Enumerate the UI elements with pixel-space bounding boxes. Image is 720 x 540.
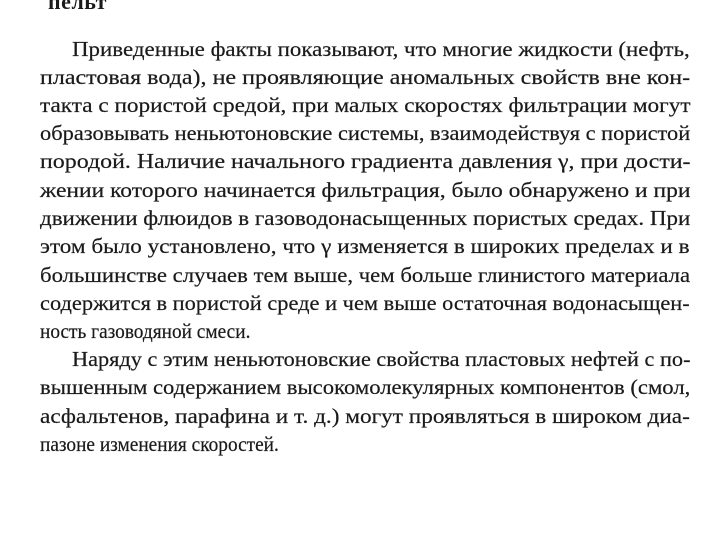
text-line: Наряду с этим неньютоновские свойства пластовых нефтей с по- xyxy=(72,347,691,371)
text-line: Приведенные факты показывают, что многие жидкости (нефть, xyxy=(72,37,690,61)
text-line: вышенным содержанием высокомолекулярных компонентов (смол, xyxy=(40,375,691,399)
text-line: содержится в пористой среде и чем выше остаточная водонасыщен- xyxy=(40,291,690,315)
text-line: движении флюидов в газоводонасыщенных пористых средах. При xyxy=(40,206,691,230)
text-line: этом было установлено, что γ изменяется в широких пределах и в xyxy=(40,234,690,258)
text-line: породой. Наличие начального градиента давления γ, при дости- xyxy=(40,149,691,173)
cut-off-line-fragment: пельт xyxy=(48,0,107,14)
text-line: жении которого начинается фильтрация, было обнаружено и при xyxy=(40,178,691,202)
text-line: большинстве случаев тем выше, чем больше глинистого материала xyxy=(40,263,691,287)
text-line: образовывать неньютоновские системы, взаимодействуя с пористой xyxy=(40,121,691,145)
text-line: асфальтенов, парафина и т. д.) могут проявляться в широком диа- xyxy=(40,404,690,428)
text-line: пластовая вода), не проявляющие аномальных свойств вне кон- xyxy=(40,65,691,89)
text-line: ность газоводяной смеси. xyxy=(40,319,251,343)
text-line: такта с пористой средой, при малых скоростях фильтрации могут xyxy=(40,93,691,117)
text-line: пазоне изменения скоростей. xyxy=(40,432,279,456)
